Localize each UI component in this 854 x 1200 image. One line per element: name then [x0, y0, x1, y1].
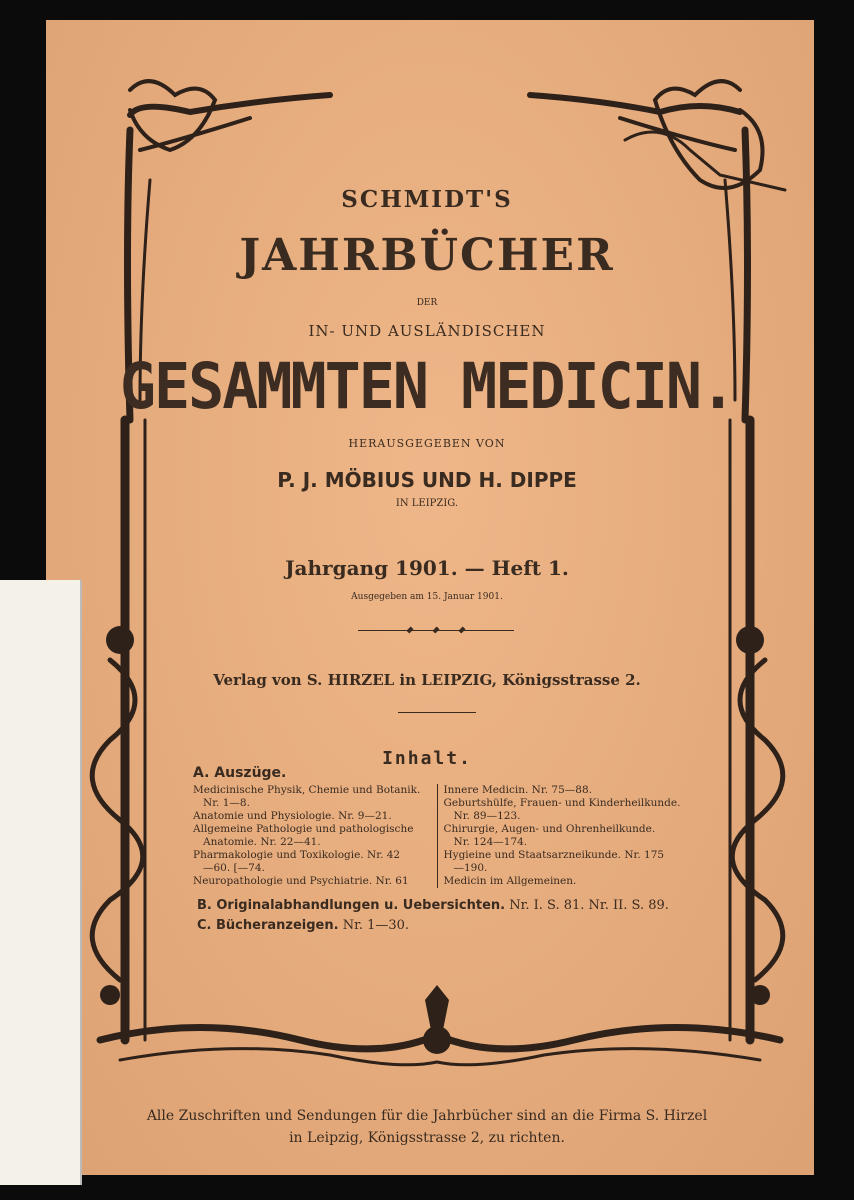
list-item: Neuropathologie und Psychiatrie. Nr. 61: [193, 875, 409, 887]
section-b-refs: Nr. I. S. 81. Nr. II. S. 89.: [509, 898, 669, 913]
list-item: Medicin im Allgemeinen.: [443, 875, 577, 887]
list-item: Anatomie und Physiologie. Nr. 9—21.: [193, 810, 392, 822]
list-item: Allgemeine Pathologie und pathologische: [193, 823, 414, 835]
section-c-label: C. Bücheranzeigen.: [197, 918, 339, 933]
edited-by-label: HERAUSGEGEBEN VON: [348, 437, 506, 450]
journal-subtitle: IN- UND AUSLÄNDISCHEN: [308, 322, 546, 340]
journal-title: JAHRBÜCHER: [239, 230, 615, 281]
list-item: —190.: [453, 862, 488, 874]
contents-left-column: [193, 784, 438, 888]
footer-note: [0, 1105, 854, 1149]
footer-line-1: Alle Zuschriften und Sendungen für die Jahrbücher sind an die Firma S. Hirzel: [146, 1108, 708, 1124]
publisher-name: SCHMIDT'S: [341, 186, 513, 213]
divider-rule: [398, 712, 476, 713]
list-item: Hygieine und Staatsarzneikunde. Nr. 175: [443, 849, 665, 861]
section-b-label: B. Originalabhandlungen u. Uebersichten.: [197, 898, 506, 913]
section-a-heading: A. Auszüge.: [193, 765, 287, 781]
contents-right-column: [438, 784, 684, 888]
list-item: Nr. 1—8.: [203, 797, 250, 809]
list-item: Chirurgie, Augen- und Ohrenheilkunde.: [443, 823, 656, 835]
table-of-contents: [193, 765, 683, 888]
editors: P. J. MÖBIUS UND H. DIPPE: [277, 468, 577, 492]
list-item: —60. [—74.: [203, 862, 265, 874]
footer-line-2: in Leipzig, Königsstrasse 2, zu richten.: [289, 1130, 565, 1146]
list-item: Anatomie. Nr. 22—41.: [203, 836, 321, 848]
main-title: GESAMMTEN MEDICIN.: [119, 350, 735, 424]
list-item: Pharmakologie und Toxikologie. Nr. 42: [193, 849, 401, 861]
editors-location: IN LEIPZIG.: [395, 498, 459, 509]
section-b: [197, 898, 669, 913]
publisher-line: Verlag von S. HIRZEL in LEIPZIG, Königsstrasse 2.: [213, 671, 641, 689]
section-c: [197, 918, 409, 933]
list-item: Medicinische Physik, Chemie und Botanik.: [193, 784, 421, 796]
list-item: Geburtshülfe, Frauen- und Kinderheilkunde.: [443, 797, 681, 809]
title-connector: DER: [416, 298, 438, 308]
issue-line: Jahrgang 1901. — Heft 1.: [285, 556, 569, 580]
ornamental-rule: [358, 630, 514, 631]
contents-heading: Inhalt.: [382, 748, 472, 769]
list-item: Nr. 124—174.: [453, 836, 528, 848]
list-item: Nr. 89—123.: [453, 810, 521, 822]
section-c-refs: Nr. 1—30.: [342, 918, 410, 933]
issue-date: Ausgegeben am 15. Januar 1901.: [351, 592, 503, 602]
list-item: Innere Medicin. Nr. 75—88.: [443, 784, 592, 796]
